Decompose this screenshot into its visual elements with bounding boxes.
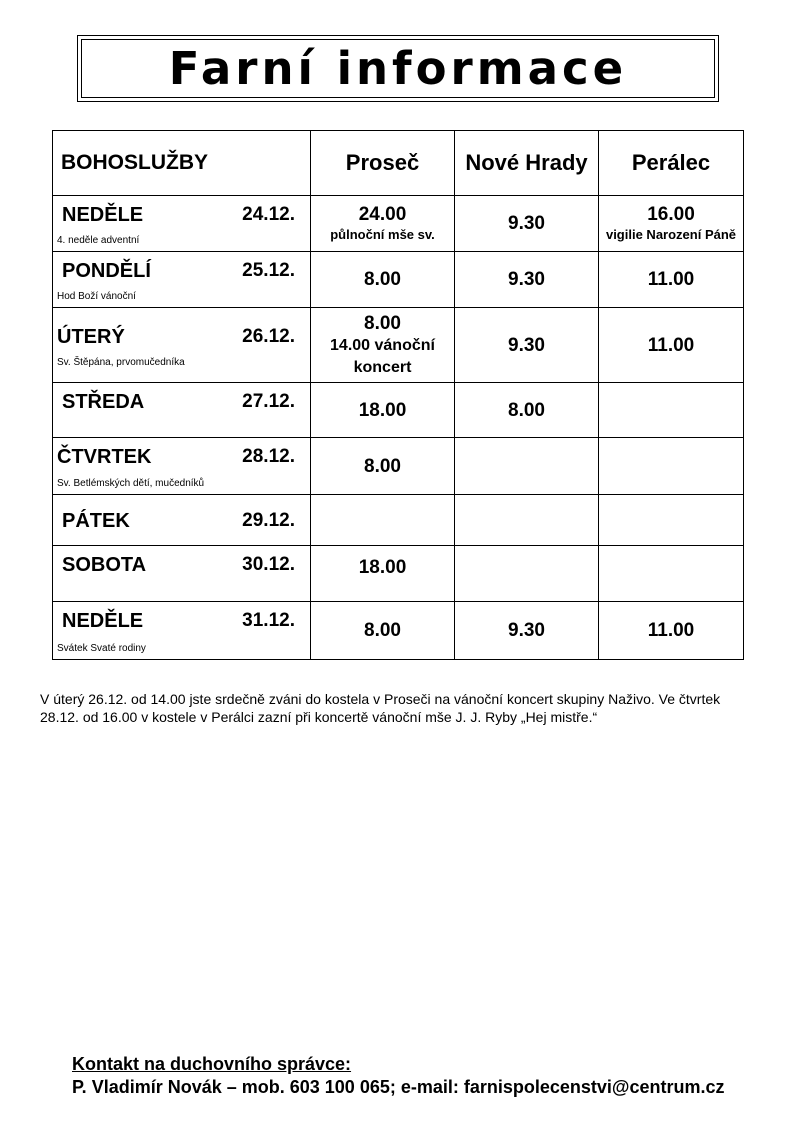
day-cell [53,308,311,383]
title-inner-frame [81,39,715,98]
prosec-time: 8.00 [364,269,401,290]
day-name: ÚTERÝ [57,326,125,348]
prosec-time: 8.00 [364,312,401,334]
day-note: Svátek Svaté rodiny [57,643,146,654]
day-name: NEDĚLE [62,610,144,632]
prosec-cell [311,308,455,383]
table-header-row [53,131,744,196]
day-date: 25.12. [242,260,295,281]
contact-block [72,1053,725,1099]
day-date: 24.12. [242,204,295,225]
table-row [53,438,744,495]
day-date: 26.12. [242,326,295,347]
prosec-cell [311,196,455,252]
day-note: Hod Boží vánoční [57,291,136,302]
prosec-cell [311,383,455,438]
prosec-cell [311,495,455,546]
day-cell [53,438,311,495]
day-date: 27.12. [242,391,295,412]
nove-hrady-time: 9.30 [508,269,545,290]
day-date: 31.12. [242,610,295,631]
peralec-cell [599,438,744,495]
table-row [53,495,744,546]
table-row [53,196,744,252]
concert-info-paragraph: V úterý 26.12. od 14.00 jste srdečně zváni do kostela v Proseči na vánoční koncert skupiny Naživo. Ve čtvrtek 28.12. od 16.00 v kostele v Perálci zazní při koncertě vánoční mše J. J. Ryby „Hej mistře.“ [40,691,721,725]
contact-heading: Kontakt na duchovního správce: [72,1054,352,1074]
prosec-time: 8.00 [364,455,401,477]
peralec-cell [599,252,744,308]
peralec-note: vigilie Narození Páně [605,227,737,242]
header-nove-hrady: Nové Hrady [455,131,599,196]
prosec-note: půlnoční mše sv. [330,227,435,242]
contact-line: P. Vladimír Novák – mob. 603 100 065; e-mail: farnispolecenstvi@centrum.cz [72,1077,725,1097]
day-name: ČTVRTEK [57,446,152,468]
prosec-note: 14.00 vánoční [330,336,435,354]
peralec-time: 11.00 [647,334,695,356]
prosec-time: 18.00 [358,557,407,578]
day-date: 30.12. [242,554,295,575]
header-services: BOHOSLUŽBY [53,131,311,196]
peralec-time: 16.00 [647,204,695,225]
nove-hrady-cell [455,495,599,546]
nove-hrady-time: 8.00 [508,399,545,421]
peralec-time: 11.00 [647,269,695,290]
prosec-note: koncert [353,358,412,376]
peralec-cell [599,602,744,660]
day-cell [53,602,311,660]
prosec-time: 24.00 [358,204,407,225]
nove-hrady-cell [455,383,599,438]
nove-hrady-time: 9.30 [508,334,545,356]
day-name: PÁTEK [62,510,130,532]
nove-hrady-cell [455,438,599,495]
table-row [53,546,744,602]
table-row [53,383,744,438]
nove-hrady-cell [455,196,599,252]
header-prosec: Proseč [311,131,455,196]
table-row [53,602,744,660]
day-date: 29.12. [242,510,295,531]
nove-hrady-cell [455,546,599,602]
day-cell [53,546,311,602]
header-peralec: Perálec [599,131,744,196]
peralec-cell [599,308,744,383]
day-name: STŘEDA [62,391,145,413]
page-title: Farní informace [168,42,628,95]
nove-hrady-cell [455,252,599,308]
day-note: 4. neděle adventní [57,235,140,246]
prosec-time: 8.00 [364,620,401,641]
nove-hrady-time: 9.30 [508,213,545,234]
day-note: Sv. Štěpána, prvomučedníka [57,357,185,368]
prosec-cell [311,438,455,495]
peralec-cell [599,196,744,252]
peralec-cell [599,546,744,602]
prosec-cell [311,546,455,602]
prosec-cell [311,252,455,308]
day-name: PONDĚLÍ [62,260,151,282]
day-cell [53,252,311,308]
prosec-time: 18.00 [358,399,407,421]
day-date: 28.12. [242,446,295,467]
nove-hrady-cell [455,308,599,383]
day-name: SOBOTA [62,554,147,576]
peralec-cell [599,495,744,546]
title-box [77,35,719,102]
day-cell [53,383,311,438]
peralec-cell [599,383,744,438]
day-cell [53,196,311,252]
day-name: NEDĚLE [62,204,144,226]
table-row [53,308,744,383]
day-cell [53,495,311,546]
day-note: Sv. Betlémských dětí, mučedníků [57,478,205,489]
nove-hrady-cell [455,602,599,660]
peralec-time: 11.00 [647,620,695,641]
table-row [53,252,744,308]
prosec-cell [311,602,455,660]
nove-hrady-time: 9.30 [508,620,545,641]
schedule-table [52,130,744,660]
